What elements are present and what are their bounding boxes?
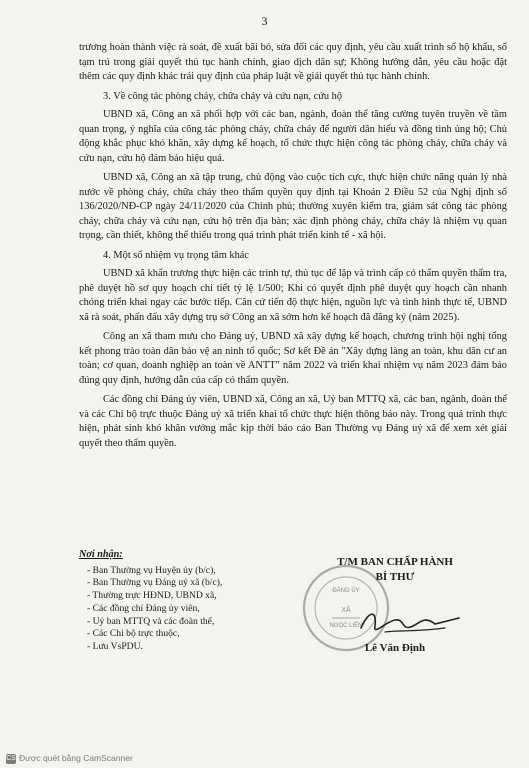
signature-title: BÍ THƯ (375, 571, 415, 583)
section-heading-fire-safety: 3. Về công tác phòng cháy, chữa cháy và cứu nạn, cứu hộ (103, 90, 343, 102)
scanner-footer-text: Được quét bằng CamScanner (19, 753, 133, 763)
paragraph-fire-management: UBND xã, Công an xã tập trung, chủ động vào cuộc tích cực, thực hiện chức năng quản lý nhà nước về phòng cháy, chữa cháy theo thẩm quyền quy định tại Khoản 2 Điều 52 của Nghị định số 136/2020/NĐ-CP ngày 24/11/2020 của Chính phủ; thường xuyên kiểm tra, giám sát công tác phòng cháy, chữa cháy và cứu nạn, cứu hộ trên địa bàn; xác định phòng cháy, chữa cháy là nhiệm vụ quan trọng, cần thiết, không thể thiếu trong quá trình phát triển kinh tế - xã hội. (79, 172, 507, 241)
signature-on-behalf: T/M BAN CHẤP HÀNH (337, 556, 453, 568)
recipients-block (79, 549, 279, 654)
svg-text:NGỌC LIÊN: NGỌC LIÊN (329, 623, 363, 629)
handwritten-signature (355, 602, 465, 642)
section-heading-other-tasks: 4. Một số nhiệm vụ trọng tâm khác (103, 249, 250, 261)
camscanner-icon: CS (6, 754, 16, 762)
document-body (79, 41, 507, 456)
recipient-item: - Lưu VsPDU. (87, 640, 143, 652)
scanner-footer (6, 753, 133, 764)
recipients-list (79, 565, 279, 654)
recipient-item: - Thường trực HĐND, UBND xã, (87, 590, 217, 602)
svg-text:XÃ: XÃ (341, 607, 351, 614)
paragraph-implementation: Các đồng chí Đảng ủy viên, UBND xã, Công an xã, Uỷ ban MTTQ xã, các ban, ngành, đoàn thể và các Chi bộ trực thuộc Đảng uỷ xã triển khai tổ chức thực hiện thông báo này. Trong quá trình thực hiện, phát sinh khó khăn vướng mắc kịp thời báo cáo Ban Thường vụ Đảng uỷ xã để xem xét giải quyết theo thẩm quyền. (79, 394, 507, 449)
recipients-title: Nơi nhận: (79, 549, 123, 560)
recipient-item: - Các Chi bộ trực thuộc, (87, 628, 180, 640)
page-number: 3 (261, 14, 268, 28)
recipient-item: - Uỷ ban MTTQ và các đoàn thể, (87, 615, 215, 627)
signer-name: Lê Văn Định (364, 642, 426, 654)
paragraph-continuation: trương hoàn thành việc rà soát, đề xuất bãi bỏ, sửa đổi các quy định, yêu cầu xuất trình sổ hộ khẩu, sổ tạm trú trong giải quyết thủ tục hành chính, giao dịch dân sự; Không hướng dẫn, yêu cầu hoặc đặt thêm các quy định khác trái quy định của pháp luật về giải quyết thủ tục hành chính. (79, 42, 507, 82)
paragraph-police-advice: Công an xã tham mưu cho Đảng uỷ, UBND xã xây dựng kế hoạch, chương trình hội nghị tổng kết phong trào toàn dân bảo vệ an ninh tổ quốc; Sơ kết Đề án "Xây dựng làng an toàn, khu dân cư an toàn; cơ quan, doanh nghiệp an toàn về ANTT" năm 2022 và triển khai nhiệm vụ năm 2023 đảm bảo đúng quy định, hướng dẫn của cấp có thẩm quyền. (79, 331, 507, 386)
paragraph-fire-propaganda: UBND xã, Công an xã phối hợp với các ban, ngành, đoàn thể tăng cường tuyên truyền về tầm quan trọng, ý nghĩa của công tác phòng cháy, chữa cháy để người dân hiểu và đồng tình ủng hộ; Chủ động khắc phục khó khăn, xây dựng kế hoạch, tổ chức thực hiện công tác phòng cháy, chữa cháy và cứu nạn, cứu hộ đảm bảo hiệu quả. (79, 109, 507, 164)
paragraph-planning: UBND xã khẩn trương thực hiện các trình tự, thủ tục để lập và trình cấp có thẩm quyền thẩm tra, phê duyệt hồ sơ quy hoạch chi tiết tỷ lệ 1/500; Khi có quyết định phê duyệt quy hoạch cần nhanh chóng triển khai ngay các bước tiếp. Căn cứ tiến độ thực hiện, nguồn lực và tình hình thực tế, UBND xã rà soát, phấn đấu xây dựng trụ sở Công an xã sớm hơn kế hoạch đã đăng ký (năm 2025). (79, 268, 507, 323)
recipient-item: - Ban Thường vụ Đảng uỷ xã (b/c), (87, 577, 223, 589)
recipient-item: - Các đồng chí Đảng ủy viên, (87, 602, 200, 614)
svg-text:ĐẢNG ỦY: ĐẢNG ỦY (332, 588, 360, 594)
recipient-item: - Ban Thường vụ Huyện ủy (b/c), (87, 564, 216, 576)
